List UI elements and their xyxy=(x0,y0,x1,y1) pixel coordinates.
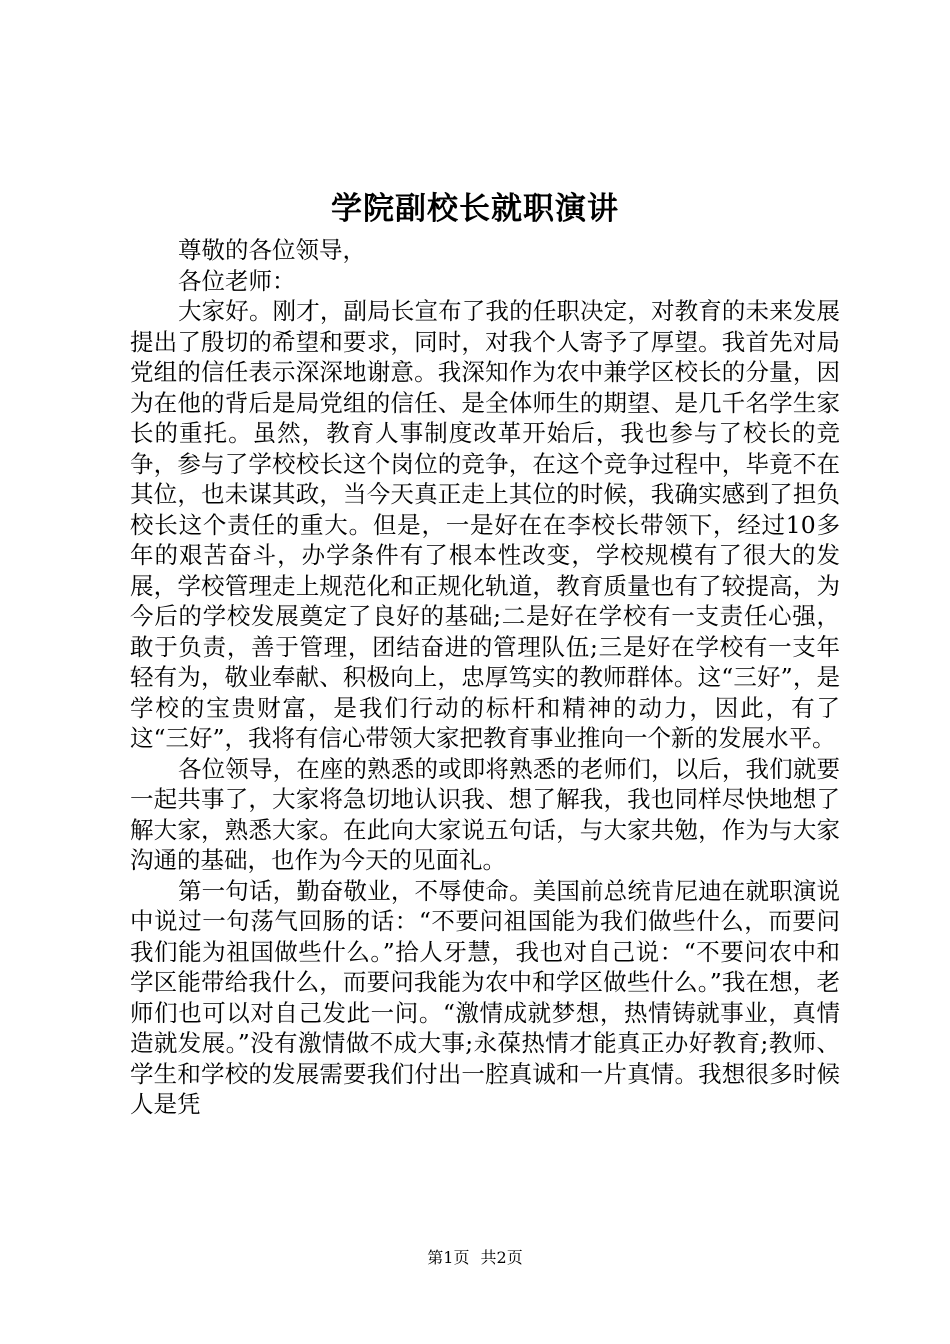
salutation-leaders: 尊敬的各位领导， xyxy=(178,236,366,264)
salutation-teachers: 各位老师： xyxy=(178,266,296,295)
body-paragraph: 第一句话，勤奋敬业，不辱使命。美国前总统肯尼迪在就职演说中说过一句荡气回肠的话：“不要问祖国能为我们做些什么，而要问我们能为祖国做些什么。”拾人牙慧，我也对自己说：“不要问农中和学区能带给我什么，而要问我能为农中和学区做些什么。”我在想，老师们也可以对自己发此一问。“激情成就梦想，热情铸就事业，真情造就发展。”没有激情做不成大事;永葆热情才能真正办好教育;教师、学生和学校的发展需要我们付出一腔真诚和一片真情。我想很多时候人是凭 xyxy=(130,876,840,1118)
page-number: 第1页 xyxy=(427,1248,470,1267)
document-body xyxy=(130,235,840,1120)
page-total: 共2页 xyxy=(480,1248,523,1267)
document-title: 学院副校长就职演讲 xyxy=(331,191,619,227)
page-footer xyxy=(0,1245,950,1268)
body-paragraph: 大家好。刚才，副局长宣布了我的任职决定，对教育的未来发展提出了殷切的希望和要求，同时，对我个人寄予了厚望。我首先对局党组的信任表示深深地谢意。我深知作为农中兼学区校长的分量，因为在他的背后是局党组的信任、是全体师生的期望、是几千名学生家长的重托。虽然，教育人事制度改革开始后，我也参与了校长的竞争，参与了学校校长这个岗位的竞争，在这个竞争过程中，毕竟不在其位，也未谋其政，当今天真正走上其位的时候，我确实感到了担负校长这个责任的重大。但是，一是好在在李校长带领下，经过10多年的艰苦奋斗，办学条件有了根本性改变，学校规模有了很大的发展，学校管理走上规范化和正规化轨道，教育质量也有了较提高，为今后的学校发展奠定了良好的基础;二是好在学校有一支责任心强，敢于负责，善于管理，团结奋进的管理队伍;三是好在学校有一支年轻有为，敬业奉献、积极向上，忠厚笃实的教师群体。这“三好”，是学校的宝贵财富，是我们行动的标杆和精神的动力，因此，有了这“三好”，我将有信心带领大家把教育事业推向一个新的发展水平。 xyxy=(130,297,840,752)
body-paragraph: 各位领导，在座的熟悉的或即将熟悉的老师们，以后，我们就要一起共事了，大家将急切地认识我、想了解我，我也同样尽快地想了解大家，熟悉大家。在此向大家说五句话，与大家共勉，作为与大家沟通的基础，也作为今天的见面礼。 xyxy=(130,754,840,874)
